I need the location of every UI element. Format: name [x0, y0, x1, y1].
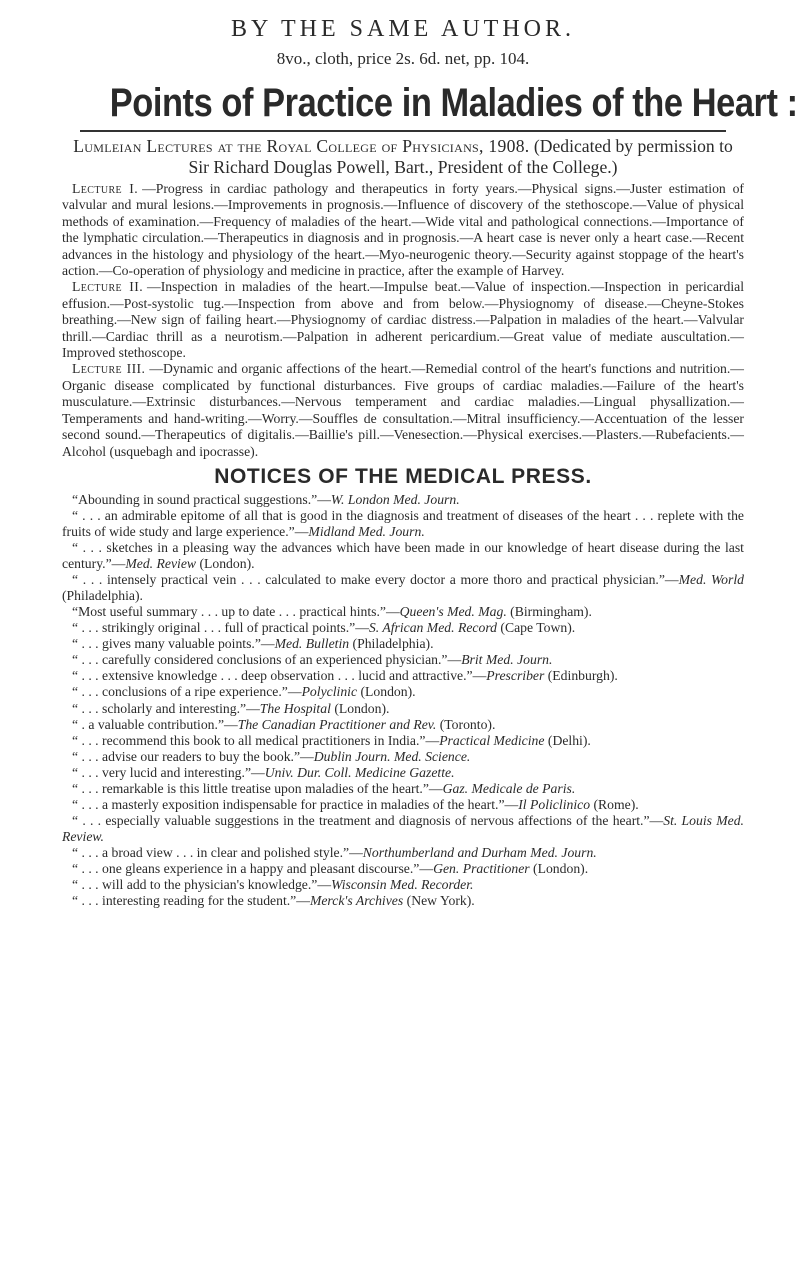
notice-source: Univ. Dur. Coll. Medicine Gazette. — [264, 764, 455, 780]
notice-source: Wisconsin Med. Recorder. — [331, 877, 474, 893]
notice-source: Merck's Archives — [309, 893, 404, 909]
lecture-label: Lecture II. — [72, 279, 144, 295]
lecture-item — [62, 361, 744, 459]
notice-quote: “ . . . scholarly and interesting.”— — [72, 700, 260, 716]
press-notice — [62, 813, 744, 845]
notice-quote: “ . . . gives many valuable points.”— — [72, 636, 275, 652]
notice-source: Med. Review — [125, 556, 197, 572]
notice-source: Northumberland and Durham Med. Journ. — [362, 844, 597, 860]
press-notice — [62, 861, 744, 877]
dedication: (Dedicated by permission to Sir Richard Douglas Powell, Bart., President of the College.) — [188, 136, 733, 177]
notice-place: (Birmingham). — [506, 604, 592, 620]
subtitle — [62, 136, 744, 177]
lecture-item — [62, 181, 744, 279]
press-notice — [62, 717, 744, 733]
press-notice — [62, 684, 744, 700]
press-notice — [62, 668, 744, 684]
notice-place: (New York). — [403, 893, 475, 909]
notice-quote: “ . . . a masterly exposition indispensable for practice in maladies of the heart.”— — [72, 796, 519, 812]
notice-place: (London). — [529, 860, 589, 876]
press-notice — [62, 877, 744, 893]
lecture-list — [62, 181, 744, 460]
press-notice — [62, 540, 744, 572]
notice-quote: “ . . . will add to the physician's knowledge.”— — [72, 877, 332, 893]
notice-quote: “ . . . especially valuable suggestions in the treatment and diagnosis of nervous affections of the heart.”— — [72, 812, 664, 828]
notice-place: (London). — [357, 684, 416, 700]
notice-quote: “ . . . sketches in a pleasing way the advances which have been made in our knowledge of heart disease during the last century.”— — [62, 540, 744, 572]
notice-quote: “ . . . remarkable is this little treatise upon maladies of the heart.”— — [72, 780, 443, 796]
press-notice — [62, 765, 744, 781]
notice-quote: “ . . . interesting reading for the student.”— — [72, 893, 310, 909]
notice-place: (London). — [196, 556, 255, 572]
notice-source: Midland Med. Journ. — [308, 524, 425, 539]
notice-quote: “ . . . very lucid and interesting.”— — [72, 764, 265, 780]
press-notice — [62, 781, 744, 797]
notice-quote: “Most useful summary . . . up to date . . . practical hints.”— — [72, 604, 400, 620]
title-rule — [80, 130, 726, 132]
notice-quote: “ . . . an admirable epitome of all that is good in the diagnosis and treatment of diseases of the heart . . . replete with the fruits of wide study and large experience.”— — [62, 507, 744, 539]
notice-quote: “ . a valuable contribution.”— — [72, 716, 238, 732]
notice-source: Med. World — [678, 572, 744, 588]
notice-quote: “ . . . one gleans experience in a happy and pleasant discourse.”— — [72, 860, 434, 876]
press-notices-list — [62, 492, 744, 909]
notice-source: Dublin Journ. Med. Science. — [313, 748, 471, 764]
press-notice — [62, 733, 744, 749]
notices-heading: NOTICES OF THE MEDICAL PRESS. — [214, 464, 592, 488]
notice-place: (Delhi). — [544, 732, 591, 748]
notice-source: St. Louis Med. Review. — [62, 812, 744, 844]
notice-place: (Edinburgh). — [544, 668, 618, 684]
lecture-text: —Dynamic and organic affections of the heart.—Remedial control of the heart's functions and nutrition.—Organic disease complicated by functional disturbances. Five groups of cardiac maladies.—Failure of the heart's musculature.—Extrinsic disturbances.—Nervous temperament and cardiac maladies.—Lingual physallization.—Temperaments and hand-writing.—Worry.—Souffles de consultation.—Mitral insufficiency.—Accentuation of the lesser second sound.—Therapeutics of digitalis.—Baillie's pill.—Venesection.—Physical exercises.—Plasters.—Rubefacients.—Alcohol (usquebagh and ipocrasse). — [62, 361, 744, 459]
lecture-series: Lumleian Lectures at the Royal College of Physicians, 1908. — [73, 136, 530, 156]
publication-info: 8vo., cloth, price 2s. 6d. net, pp. 104. — [276, 49, 530, 68]
press-notice — [62, 893, 744, 909]
lecture-label: Lecture III. — [72, 361, 146, 377]
press-notice — [62, 508, 744, 540]
running-head: BY THE SAME AUTHOR. — [230, 16, 576, 42]
notice-source: The Hospital — [259, 700, 331, 716]
notice-quote: “Abounding in sound practical suggestions.”— — [72, 491, 331, 507]
press-notice — [62, 749, 744, 765]
press-notice — [62, 652, 744, 668]
notice-place: (Toronto). — [436, 716, 496, 732]
notice-place: (Cape Town). — [497, 620, 576, 636]
press-notice — [62, 845, 744, 861]
notice-source: Gen. Practitioner — [433, 860, 530, 876]
lecture-item — [62, 279, 744, 361]
book-title: Points of Practice in Maladies of the Heart : — [109, 81, 798, 125]
press-notice — [62, 701, 744, 717]
notice-source: S. African Med. Record — [368, 620, 497, 636]
notice-source: Practical Medicine — [439, 732, 545, 748]
notice-quote: “ . . . strikingly original . . . full of practical points.”— — [72, 620, 369, 636]
notice-place: (Philadelphia). — [62, 588, 143, 604]
press-notice — [62, 604, 744, 620]
press-notice — [62, 620, 744, 636]
notice-source: Polyclinic — [301, 684, 358, 700]
notice-place: (Rome). — [590, 796, 639, 812]
lecture-label: Lecture I. — [72, 181, 139, 196]
notice-source: Queen's Med. Mag. — [399, 604, 507, 620]
notice-source: Med. Bulletin — [274, 636, 350, 652]
press-notice — [62, 492, 744, 508]
notice-quote: “ . . . carefully considered conclusions of an experienced physician.”— — [72, 652, 462, 668]
notice-quote: “ . . . intensely practical vein . . . calculated to make every doctor a more thoro and practical physician.”— — [72, 572, 679, 588]
notice-source: Prescriber — [486, 668, 545, 684]
notice-source: W. London Med. Journ. — [330, 491, 460, 507]
notice-quote: “ . . . extensive knowledge . . . deep observation . . . lucid and attractive.”— — [72, 668, 487, 684]
press-notice — [62, 797, 744, 813]
lecture-text: —Inspection in maladies of the heart.—Impulse beat.—Value of inspection.—Inspection in pericardial effusion.—Post-systolic tug.—Inspection from above and from below.—Physiognomy of disease.—Cheyne-Stokes breathing.—New sign of failing heart.—Physiognomy of cardiac distress.—Palpation in maladies of the heart.—Valvular thrill.—Cardiac thrill as a neurotism.—Palpation in adherent pericardium.—Great value of mediate auscultation.—Improved stethoscope. — [62, 279, 744, 361]
notice-source: The Canadian Practitioner and Rev. — [237, 716, 437, 732]
notice-place: (London). — [330, 700, 390, 716]
notice-quote: “ . . . recommend this book to all medical practitioners in India.”— — [72, 732, 440, 748]
notice-quote: “ . . . conclusions of a ripe experience.”— — [72, 684, 302, 700]
notice-quote: “ . . . advise our readers to buy the book.”— — [72, 748, 314, 764]
notice-source: Brit Med. Journ. — [461, 652, 553, 668]
notice-place: (Philadelphia). — [349, 636, 434, 652]
notice-quote: “ . . . a broad view . . . in clear and polished style.”— — [72, 844, 363, 860]
press-notice — [62, 636, 744, 652]
notice-source: Il Policlinico — [518, 796, 591, 812]
notice-source: Gaz. Medicale de Paris. — [442, 780, 576, 796]
press-notice — [62, 572, 744, 604]
lecture-text: —Progress in cardiac pathology and therapeutics in forty years.—Physical signs.—Juster estimation of valvular and mural lesions.—Improvements in prognosis.—Influence of discovery of the stethoscope.—Value of physical methods of examination.—Frequency of maladies of the heart.—Wide vital and pathological connections.—Importance of the lymphatic circulation.—Therapeutics in diagnosis and in prognosis.—A heart case is never only a heart case.—Recent advances in the histology and physiology of the heart.—Myo-neurogenic theory.—Security against stoppage of the heart's action.—Co-operation of physiology and medicine in practice, after the example of Harvey. — [62, 181, 744, 279]
